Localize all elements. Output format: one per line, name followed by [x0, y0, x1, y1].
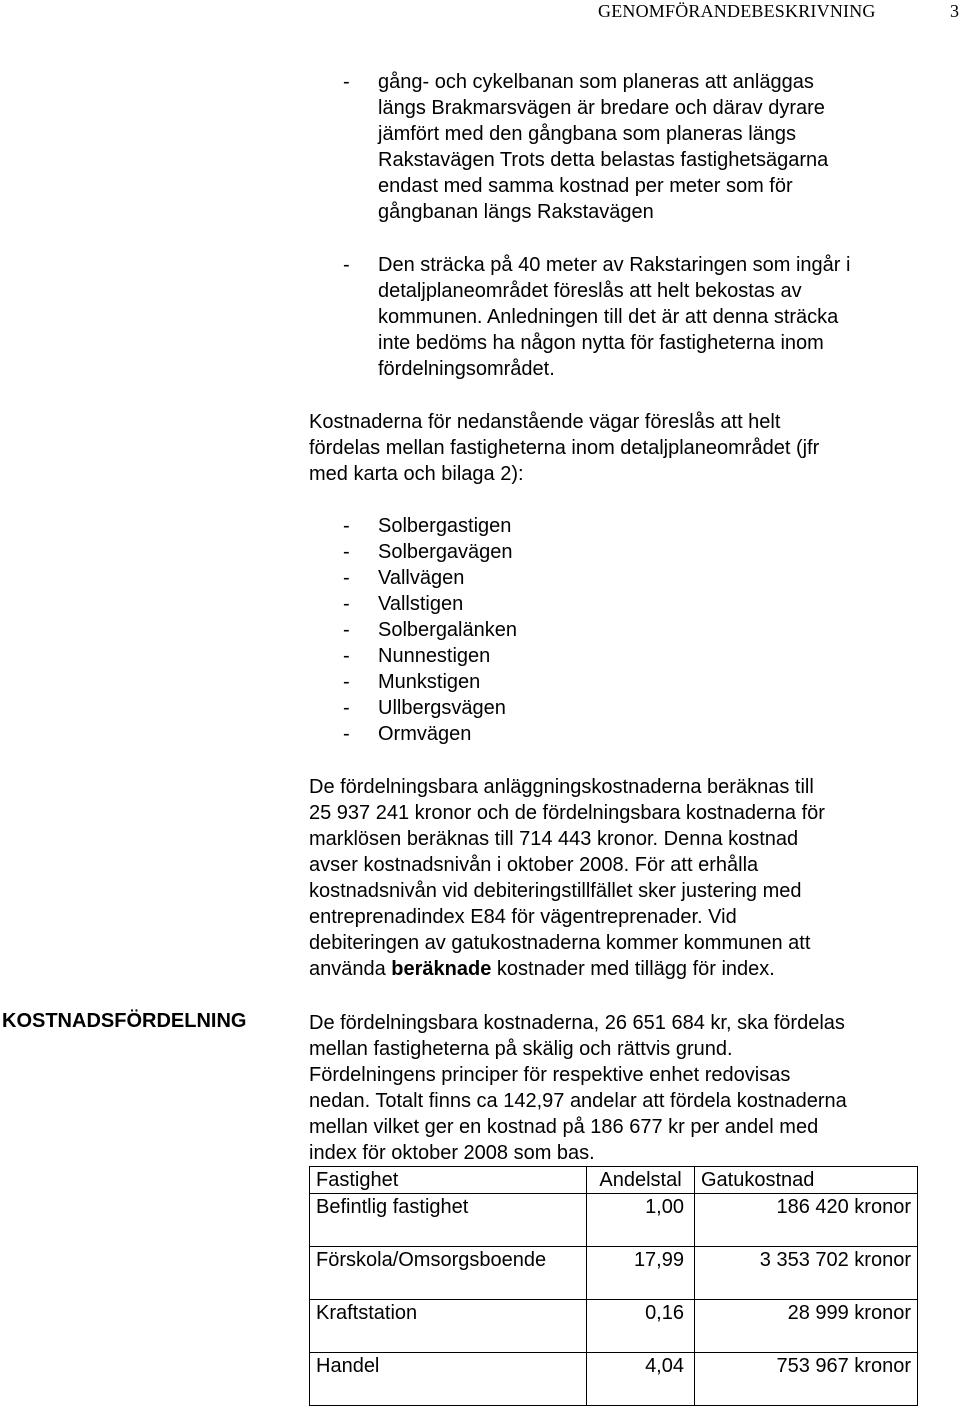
- section-heading: KOSTNADSFÖRDELNING: [2, 1010, 247, 1032]
- table-cell: 753 967 kronor: [695, 1353, 918, 1406]
- bold-word: beräknade: [391, 958, 492, 980]
- bullet-dash: -: [343, 619, 350, 641]
- document-title: GENOMFÖRANDEBESKRIVNING: [598, 1, 876, 21]
- road-name: Munkstigen: [378, 671, 481, 693]
- table-header-cell: Andelstal: [587, 1167, 695, 1194]
- road-name: Solbergavägen: [378, 541, 513, 563]
- table-row: [310, 1194, 918, 1247]
- bullet-dash: -: [343, 254, 350, 276]
- road-name: Solbergalänken: [378, 619, 517, 641]
- bullet-dash: -: [343, 71, 350, 93]
- bullet-dash: -: [343, 567, 350, 589]
- bullet-dash: -: [343, 671, 350, 693]
- table-cell: 17,99: [587, 1247, 695, 1300]
- bullet-dash: -: [343, 593, 350, 615]
- road-name: Nunnestigen: [378, 645, 491, 667]
- table-header-row: [310, 1167, 918, 1194]
- table-header-cell: Fastighet: [310, 1167, 587, 1194]
- table-row: [310, 1300, 918, 1353]
- road-name: Ormvägen: [378, 723, 472, 745]
- paragraph-amounts: De fördelningsbara anläggningskostnaderna beräknas till 25 937 241 kronor och de fördelningsbara kostnaderna för marklösen beräknas till 714 443 kronor. Denna kostnad avser kostnadsnivån i oktober 2008. För att erhålla kostnadsnivån vid debiteringstillfället sker justering med entreprenadindex E84 för vägentreprenader. Vid debiteringen av gatukostnaderna kommer kommunen att använda beräknade kostnader med tillägg för index.: [309, 776, 825, 980]
- road-name: Ullbergsvägen: [378, 697, 506, 719]
- bullet-text: Den sträcka på 40 meter av Rakstaringen som ingår i detaljplaneområdet föreslås att helt bekostas av kommunen. Anledningen till det är att denna sträcka inte bedöms ha någon nytta för fastigheterna inom fördelningsområdet.: [378, 254, 851, 380]
- table-row: [310, 1247, 918, 1300]
- paragraph-distribution: De fördelningsbara kostnaderna, 26 651 684 kr, ska fördelas mellan fastigheterna på skälig och rättvis grund. Fördelningens principer för respektive enhet redovisas nedan. Totalt finns ca 142,97 andelar att fördela kostnaderna mellan vilket ger en kostnad på 186 677 kr per andel med index för oktober 2008 som bas.: [309, 1012, 847, 1164]
- table-cell: Förskola/Omsorgsboende: [310, 1247, 587, 1300]
- road-name: Solbergastigen: [378, 515, 512, 537]
- table-cell: 3 353 702 kronor: [695, 1247, 918, 1300]
- table-cell: Kraftstation: [310, 1300, 587, 1353]
- road-name: Vallstigen: [378, 593, 464, 615]
- bullet-dash: -: [343, 645, 350, 667]
- table-row: [310, 1353, 918, 1406]
- page-number: 3: [950, 1, 959, 21]
- road-name: Vallvägen: [378, 567, 465, 589]
- table-cell: 28 999 kronor: [695, 1300, 918, 1353]
- bullet-dash: -: [343, 515, 350, 537]
- table-cell: 1,00: [587, 1194, 695, 1247]
- table-cell: 4,04: [587, 1353, 695, 1406]
- bullet-text: gång- och cykelbanan som planeras att anläggas längs Brakmarsvägen är bredare och därav dyrare jämfört med den gångbana som planeras längs Rakstavägen Trots detta belastas fastighetsägarna endast med samma kostnad per meter som för gångbanan längs Rakstavägen: [378, 71, 829, 223]
- table-cell: Befintlig fastighet: [310, 1194, 587, 1247]
- bullet-dash: -: [343, 723, 350, 745]
- cost-table: [309, 1166, 918, 1406]
- table-header-cell: Gatukostnad: [695, 1167, 918, 1194]
- paragraph-cost-roads: Kostnaderna för nedanstående vägar föreslås att helt fördelas mellan fastigheterna inom detaljplaneområdet (jfr med karta och bilaga 2):: [309, 411, 820, 485]
- table-cell: 0,16: [587, 1300, 695, 1353]
- table-cell: 186 420 kronor: [695, 1194, 918, 1247]
- bullet-dash: -: [343, 697, 350, 719]
- table-cell: Handel: [310, 1353, 587, 1406]
- bullet-dash: -: [343, 541, 350, 563]
- page-header: [0, 0, 960, 40]
